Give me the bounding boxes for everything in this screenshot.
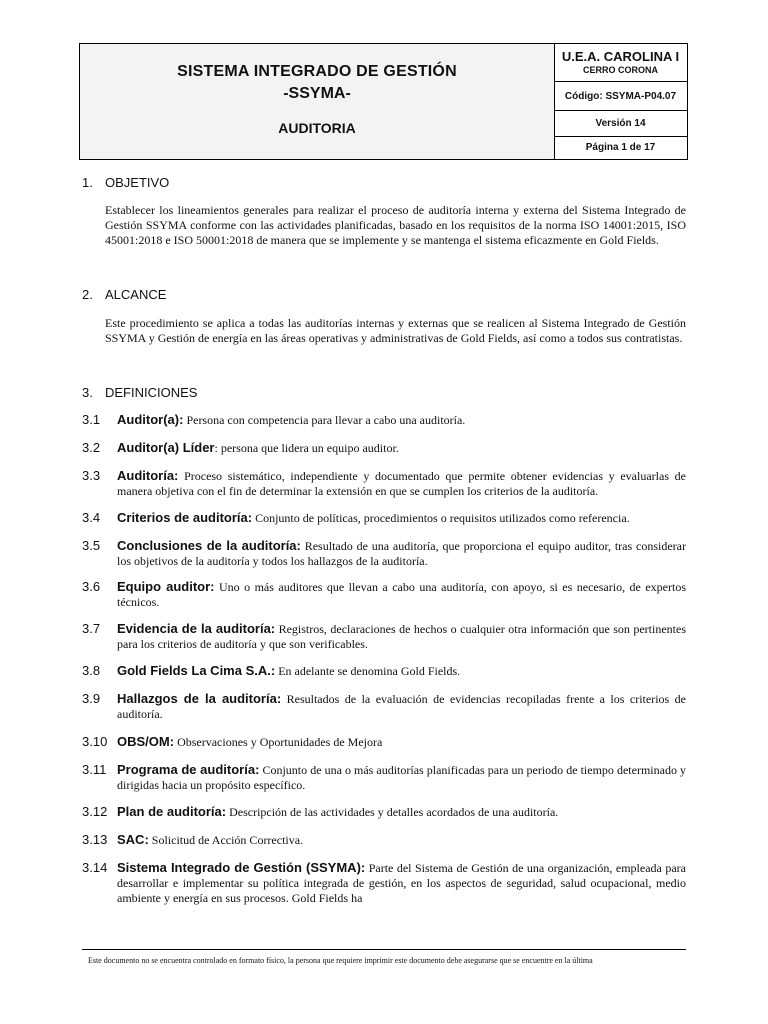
document-title: AUDITORIA [278, 120, 356, 136]
definition-text: Proceso sistemático, independiente y documentado que permite obtener evidencias y evaluarlas de manera objetiva con el fin de determinar la extensión en que se cumplen los criterios de la auditoría. [117, 469, 686, 498]
section-number: 3. [82, 385, 93, 400]
section-number: 2. [82, 287, 93, 302]
definition-item [82, 734, 686, 750]
definition-term: SAC: [117, 832, 149, 847]
section-number: 1. [82, 175, 93, 190]
definition-number: 3.7 [82, 621, 101, 636]
definition-number: 3.4 [82, 510, 101, 525]
definition-number: 3.12 [82, 804, 108, 819]
definition-term: Conclusiones de la auditoría: [117, 538, 301, 553]
header-title-block [80, 44, 555, 159]
definition-text: Resultado de una auditoría, que proporciona el equipo auditor, tras considerar los objetivos de la auditoría y todos los hallazgos de la auditoría. [117, 539, 686, 568]
definition-term: Programa de auditoría: [117, 762, 260, 777]
definition-item [82, 691, 686, 722]
header-info-block [554, 44, 687, 159]
section-heading-definiciones [82, 385, 197, 400]
definition-item [82, 579, 686, 610]
definition-term: Auditor(a) Líder [117, 440, 215, 455]
document-header [79, 43, 688, 160]
objetivo-paragraph: Establecer los lineamientos generales para realizar el proceso de auditoría interna y externa del Sistema Integrado de Gestión SSYMA conforme con las actividades planificadas, basado en los requisitos de la norma ISO 14001:2015, ISO 45001:2018 e ISO 50001:2018 de manera que se implemente y se mantenga el sistema eficazmente en Gold Fields. [105, 203, 686, 247]
definition-item [82, 510, 686, 526]
definition-term: Equipo auditor: [117, 579, 215, 594]
definition-text: Observaciones y Oportunidades de Mejora [174, 735, 383, 749]
definition-term: Plan de auditoría: [117, 804, 227, 819]
alcance-paragraph: Este procedimiento se aplica a todas las auditorías internas y externas que se realicen al Sistema Integrado de Gestión SSYMA y Gestión de energía en las áreas operativas y administrativas de Gold Fields, así como a todos sus contratistas. [105, 316, 686, 345]
definition-term: OBS/OM: [117, 734, 175, 749]
definition-item [82, 440, 686, 456]
unit-name: U.E.A. CAROLINA I [561, 49, 680, 64]
document-system-title: SISTEMA INTEGRADO DE GESTIÓN [177, 63, 457, 80]
definition-number: 3.2 [82, 440, 101, 455]
definition-text: : persona que lidera un equipo auditor. [214, 441, 399, 455]
definition-term: Auditor(a): [117, 412, 184, 427]
section-title: DEFINICIONES [105, 385, 198, 400]
section-heading-alcance [82, 287, 166, 302]
definition-text: En adelante se denomina Gold Fields. [275, 664, 461, 678]
definition-number: 3.5 [82, 538, 101, 553]
document-code: Código: SSYMA-P04.07 [554, 82, 687, 111]
definition-number: 3.14 [82, 860, 108, 875]
definition-term: Criterios de auditoría: [117, 510, 253, 525]
definition-number: 3.6 [82, 579, 101, 594]
definition-item [82, 762, 686, 793]
definition-item [82, 412, 686, 428]
definition-text: Conjunto de políticas, procedimientos o requisitos utilizados como referencia. [252, 511, 630, 525]
definition-term: Evidencia de la auditoría: [117, 621, 276, 636]
footer-divider [82, 949, 686, 950]
page-number: Página 1 de 17 [585, 142, 656, 153]
definition-term: Auditoría: [117, 468, 179, 483]
definition-text: Persona con competencia para llevar a cabo una auditoría. [183, 413, 466, 427]
definition-text: Conjunto de una o más auditorías planificadas para un periodo de tiempo determinado y dirigidas hacia un propósito específico. [117, 763, 687, 792]
definition-text: Registros, declaraciones de hechos o cualquier otra información que son pertinentes para los criterios de auditoría y que son verificables. [117, 622, 686, 651]
definition-item [82, 832, 686, 848]
unit-cell [554, 44, 687, 82]
definition-number: 3.1 [82, 412, 101, 427]
definition-text: Solicitud de Acción Correctiva. [148, 833, 304, 847]
definition-item [82, 804, 686, 820]
definition-term: Gold Fields La Cima S.A.: [117, 663, 276, 678]
document-version: Versión 14 [554, 111, 687, 137]
section-heading-objetivo [82, 175, 169, 190]
definition-item [82, 621, 686, 652]
definition-number: 3.13 [82, 832, 108, 847]
definition-term: Hallazgos de la auditoría: [117, 691, 282, 706]
definition-item [82, 468, 686, 499]
definition-text: Parte del Sistema de Gestión de una organización, empleada para desarrollar e implementar su política integrada de gestión, en los aspectos de seguridad, salud ocupacional, medio ambiente y energía en sus procesos. Gold Fields ha [117, 861, 686, 905]
definition-text: Resultados de la evaluación de evidencias recopiladas frente a los criterios de auditoría. [117, 692, 686, 721]
definition-number: 3.3 [82, 468, 101, 483]
site-name: CERRO CORONA [582, 65, 658, 75]
definition-number: 3.10 [82, 734, 108, 749]
definition-number: 3.9 [82, 691, 101, 706]
section-title: ALCANCE [105, 287, 167, 302]
definition-item [82, 538, 686, 569]
definition-text: Descripción de las actividades y detalles acordados de una auditoría. [226, 805, 559, 819]
footer-disclaimer: Este documento no se encuentra controlado en formato físico, la persona que requiere imprimir este documento debe asegurarse que se encuentre en la última [88, 956, 593, 965]
definition-number: 3.8 [82, 663, 101, 678]
definition-item [82, 860, 686, 906]
section-title: OBJETIVO [105, 175, 170, 190]
definition-term: Sistema Integrado de Gestión (SSYMA): [117, 860, 366, 875]
definition-item [82, 663, 686, 679]
document-system-subtitle: -SSYMA- [283, 85, 351, 102]
definition-number: 3.11 [82, 762, 107, 777]
definition-text: Uno o más auditores que llevan a cabo una auditoría, con apoyo, si es necesario, de expertos técnicos. [117, 580, 686, 609]
